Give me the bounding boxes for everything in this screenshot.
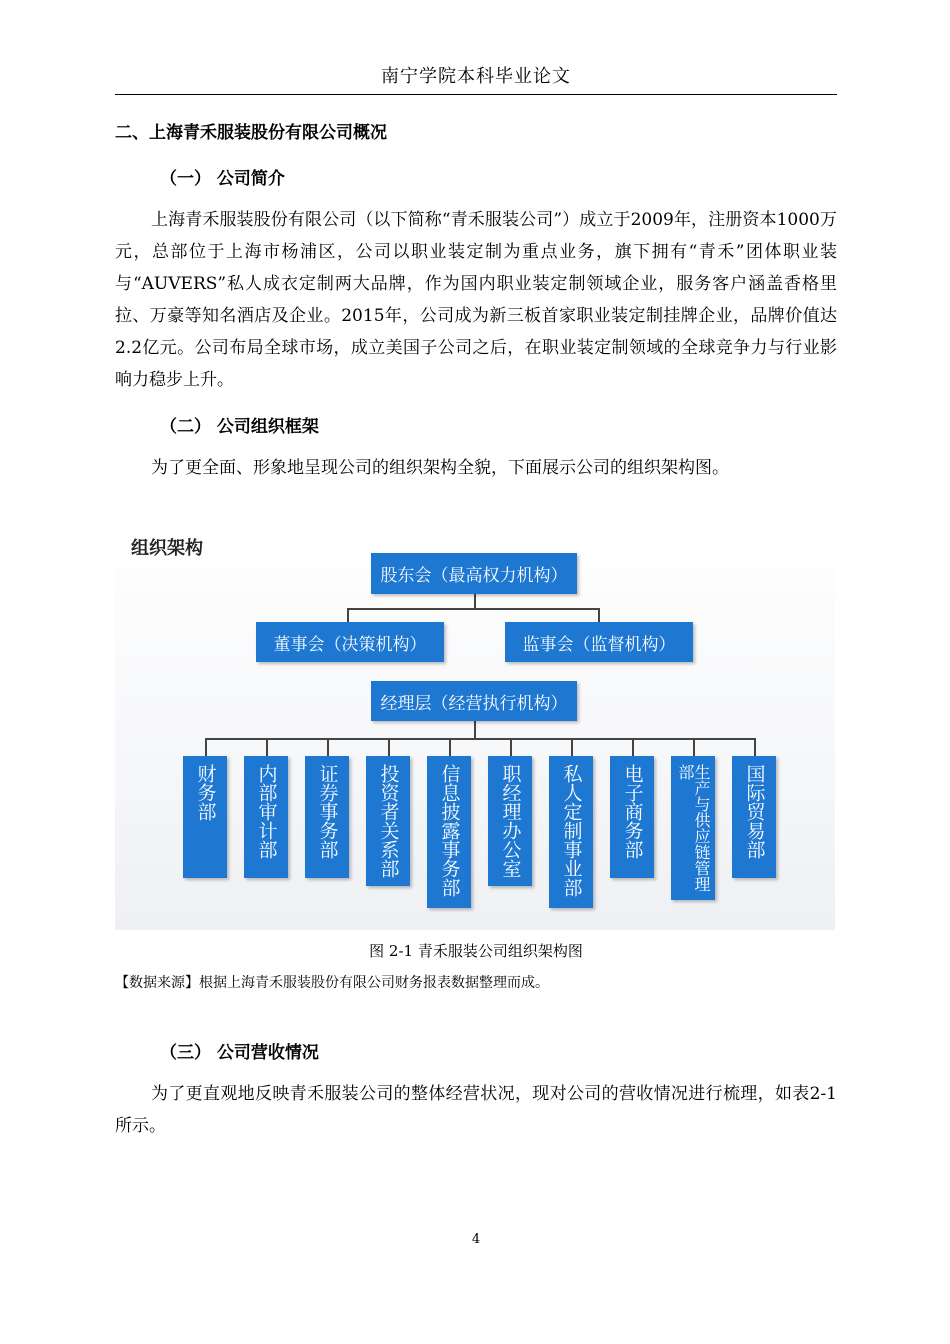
org-chart-figure bbox=[115, 520, 835, 930]
org-paragraph bbox=[115, 452, 837, 484]
dept-box-office bbox=[488, 756, 532, 886]
revenue-paragraph-text: 为了更直观地反映青禾服装公司的整体经营状况，现对公司的营收情况进行梳理，如表2-1所示。 bbox=[115, 1084, 837, 1136]
connector-line bbox=[347, 608, 600, 610]
dept-box-investor-relations bbox=[366, 756, 410, 886]
intro-paragraph-text: 上海青禾服装股份有限公司（以下简称“青禾服装公司”）成立于2009年，注册资本1000万元，总部位于上海市杨浦区，公司以职业装定制为重点业务，旗下拥有“青禾”团体职业装与“AUVERS”私人成衣定制两大品牌，作为国内职业装定制领域企业，服务客户涵盖香格里拉、万豪等知名酒店及企业。2015年，公司成为新三板首家职业装定制挂牌企业，品牌价值达2.2亿元。公司布局全球市场，成立美国子公司之后，在职业装定制领域的全球竞争力与行业影响力稳步上升。 bbox=[115, 210, 837, 390]
board-of-supervisors-box: 监事会（监督机构） bbox=[505, 622, 693, 662]
dept-box-ecommerce bbox=[610, 756, 654, 878]
dept-label: 内部审计部 bbox=[255, 764, 278, 859]
dept-label: 职经理办公室 bbox=[499, 764, 522, 878]
page-number: 4 bbox=[471, 1232, 481, 1247]
connector-line bbox=[327, 738, 329, 756]
dept-box-international-trade bbox=[732, 756, 776, 878]
header-rule bbox=[115, 94, 837, 95]
dept-label: 电子商务部 bbox=[621, 764, 644, 859]
dept-box-private-custom bbox=[549, 756, 593, 908]
subsection-heading-intro: （一） 公司简介 bbox=[160, 169, 285, 189]
management-box: 经理层（经营执行机构） bbox=[371, 681, 577, 721]
subsection-heading-revenue: （三） 公司营收情况 bbox=[160, 1043, 319, 1063]
page-header-title: 南宁学院本科毕业论文 bbox=[381, 66, 571, 87]
dept-box-finance bbox=[183, 756, 227, 878]
board-of-directors-box: 董事会（决策机构） bbox=[256, 622, 444, 662]
dept-label: 证券事务部 bbox=[316, 764, 339, 859]
shareholders-meeting-box: 股东会（最高权力机构） bbox=[371, 553, 577, 594]
connector-line bbox=[632, 738, 634, 756]
org-paragraph-text: 为了更全面、形象地呈现公司的组织架构全貌，下面展示公司的组织架构图。 bbox=[151, 458, 729, 478]
dept-box-securities bbox=[305, 756, 349, 878]
connector-line bbox=[598, 608, 600, 622]
connector-line bbox=[347, 608, 349, 622]
connector-line bbox=[510, 738, 512, 756]
connector-line bbox=[205, 738, 207, 756]
connector-line bbox=[266, 738, 268, 756]
connector-line bbox=[693, 738, 695, 756]
dept-box-supply-chain bbox=[671, 756, 715, 900]
connector-line bbox=[388, 738, 390, 756]
dept-label: 财务部 bbox=[194, 764, 217, 821]
org-chart-title: 组织架构 bbox=[131, 538, 203, 559]
dept-box-information-disclosure bbox=[427, 756, 471, 908]
subsection-heading-org: （二） 公司组织框架 bbox=[160, 417, 319, 437]
intro-paragraph bbox=[115, 204, 837, 396]
connector-line bbox=[571, 738, 573, 756]
section-heading: 二、上海青禾服装股份有限公司概况 bbox=[115, 123, 387, 143]
dept-label: 信息披露事务部 bbox=[438, 764, 461, 897]
connector-line bbox=[474, 594, 476, 608]
figure-source-note: 【数据来源】根据上海青禾服装股份有限公司财务报表数据整理而成。 bbox=[115, 975, 549, 991]
connector-line bbox=[754, 738, 756, 756]
connector-line bbox=[449, 738, 451, 756]
dept-box-internal-audit bbox=[244, 756, 288, 878]
dept-label: 私人定制事业部 bbox=[560, 764, 583, 897]
connector-line bbox=[205, 738, 755, 740]
dept-label: 国际贸易部 bbox=[743, 764, 766, 859]
dept-label: 投资者关系部 bbox=[377, 764, 400, 878]
figure-caption: 图 2-1 青禾服装公司组织架构图 bbox=[369, 942, 583, 960]
connector-line bbox=[474, 720, 476, 738]
revenue-paragraph bbox=[115, 1078, 837, 1142]
dept-label: 生产与供应链管理部 bbox=[676, 764, 711, 892]
